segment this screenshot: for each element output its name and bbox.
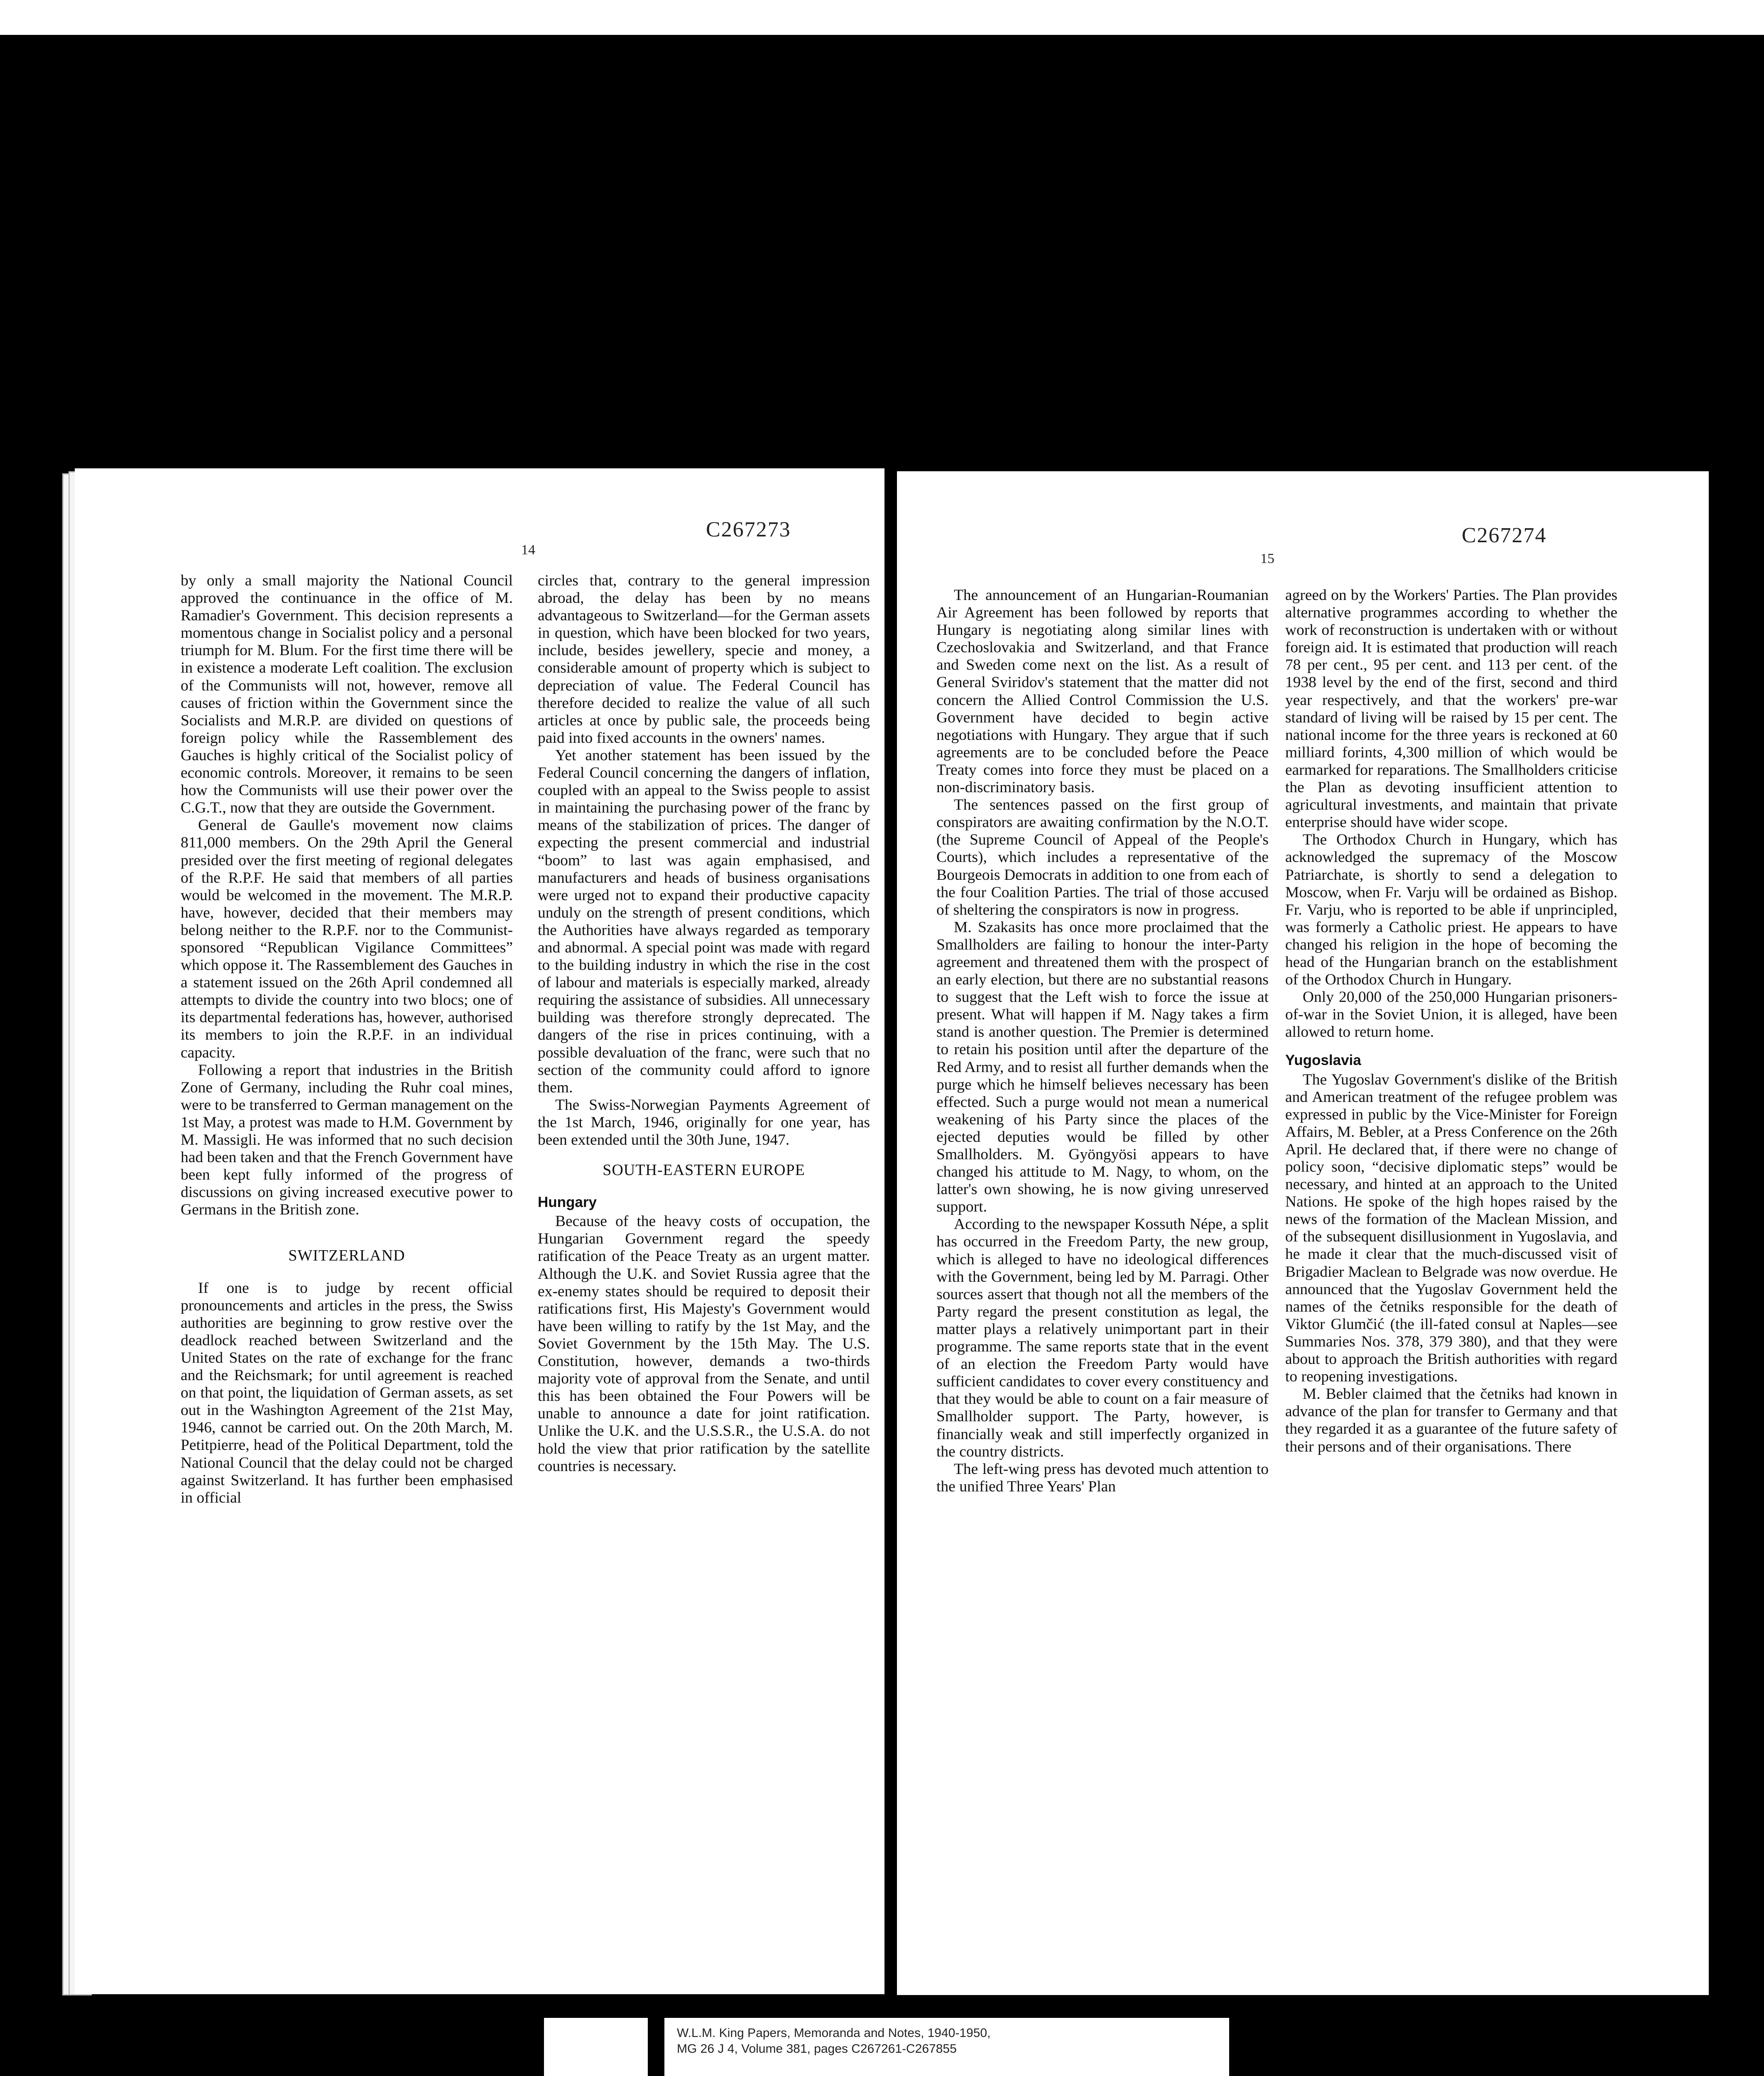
paragraph: The Orthodox Church in Hungary, which has acknowledged the supremacy of the Moscow Patriarchate, is shortly to send a delegation to Moscow, when Fr. Varju will be ordained as Bishop. Fr. Varju, who is reported to be able if unprincipled, was formerly a Catholic priest. He appears to have changed his religion in the hope of becoming the head of the Hungarian branch on the establishment of the Orthodox Church in Hungary. (1285, 831, 1617, 989)
section-heading-south-eastern-europe: SOUTH-EASTERN EUROPE (603, 1161, 805, 1179)
paragraph: circles that, contrary to the general impression abroad, the delay has been by no means advantageous to Switzerland—for the German assets in question, which have been blocked for two years, include, besides jewellery, specie and money, a considerable amount of property which is subject to depreciation of value. The Federal Council has therefore decided to realize the value of all such articles at once by public sale, the proceeds being paid into fixed accounts in the owners' names. (538, 572, 870, 747)
paragraph: Because of the heavy costs of occupation, the Hungarian Government regard the speedy ratification of the Peace Treaty as an urgent matter. Although the U.K. and Soviet Russia agree that the ex-enemy states should be required to deposit their ratifications first, His Majesty's Government would have been willing to ratify by the 1st May, and the Soviet Government by the 15th May. The U.S. Constitution, however, demands a two-thirds majority vote of approval from the Senate, and until this has been obtained the Four Powers will be unable to announce a date for joint ratification. Unlike the U.K. and the U.S.S.R., the U.S.A. do not hold the view that prior ratification by the satellite countries is necessary. (538, 1213, 870, 1475)
subheading-yugoslavia: Yugoslavia (1285, 1052, 1361, 1069)
scan-top-margin (0, 0, 1764, 35)
paragraph: Following a report that industries in the British Zone of Germany, including the Ruhr coal mines, were to be transferred to German management on the 1st May, a protest was made to H.M. Government by M. Massigli. He was informed that no such decision had been taken and that the French Government have been kept fully informed of the progress of discussions on giving increased executive power to Germans in the British zone. (181, 1061, 513, 1219)
paragraph: Yet another statement has been issued by the Federal Council concerning the dangers of inflation, coupled with an appeal to the Swiss people to assist in maintaining the purchasing power of the franc by means of the stabilization of prices. The danger of expecting the present commercial and industrial “boom” to last was again emphasised, and manufacturers and heads of business organisations were urged not to expand their productive capacity unduly on the strength of present conditions, which the Authorities have always regarded as temporary and abnormal. A special point was made with regard to the building industry in which the rise in the cost of labour and materials is especially marked, already requiring the assistance of subsidies. All unnecessary building was therefore strongly deprecated. The dangers of the rise in prices continuing, with a possible devaluation of the franc, were such that no section of the community could afford to ignore them. (538, 747, 870, 1096)
paragraph: M. Szakasits has once more proclaimed that the Smallholders are failing to honour the inter-Party agreement and threatened them with the prospect of an early election, but there are no substantial reasons to suggest that the Left wish to force the issue at present. What will happen if M. Nagy takes a firm stand is another question. The Premier is determined to retain his position until after the departure of the Red Army, and to resist all further demands when the purge which he himself believes necessary has been effected. Such a purge would not mean a numerical weakening of his Party since the places of the ejected deputies would be filled by other Smallholders. M. Gyöngyösi appears to have changed his attitude to M. Nagy, to whom, on the latter's own showing, he is now giving unreserved support. (936, 918, 1269, 1216)
left-page (75, 468, 884, 1994)
paragraph: M. Bebler claimed that the četniks had known in advance of the plan for transfer to Germany and that they regarded it as a guarantee of the future safety of their persons and of their organisations. There (1285, 1386, 1617, 1455)
paragraph: If one is to judge by recent official pronouncements and articles in the press, the Swiss authorities are beginning to grow restive over the deadlock reached between Switzerland and the United States on the rate of exchange for the franc and the Reichsmark; for until agreement is reached on that point, the liquidation of German assets, as set out in the Washington Agreement of the 21st May, 1946, cannot be carried out. On the 20th March, M. Petitpierre, head of the Political Department, told the National Council that the delay could not be charged against Switzerland. It has further been emphasised in official (181, 1279, 513, 1506)
left-column-1 (181, 572, 513, 1507)
right-column-1 (936, 587, 1269, 1496)
label-clip (648, 2018, 664, 2076)
right-column-2 (1285, 587, 1617, 1456)
section-heading-switzerland: SWITZERLAND (288, 1247, 405, 1265)
subheading-hungary: Hungary (538, 1194, 597, 1211)
paragraph: The left-wing press has devoted much attention to the unified Three Years' Plan (936, 1460, 1269, 1495)
page-number: 15 (1260, 551, 1274, 566)
left-column-2 (538, 572, 870, 1475)
paragraph: The sentences passed on the first group of conspirators are awaiting confirmation by the N.O.T. (the Supreme Council of Appeal of the People's Courts), which includes a representative of the Bourgeois Democrats in addition to one from each of the four Coalition Parties. The trial of those accused of sheltering the conspirators is now in progress. (936, 796, 1269, 918)
paragraph: The Yugoslav Government's dislike of the British and American treatment of the refugee problem was expressed in public by the Vice-Minister for Foreign Affairs, M. Bebler, at a Press Conference on the 26th April. He declared that, if there were no change of policy soon, “decisive diplomatic steps” would be necessary, and hinted at an approach to the United Nations. He spoke of the high hopes raised by the news of the formation of the Maclean Mission, and of the subsequent disillusionment in Yugoslavia, and he made it clear that the much-discussed visit of Brigadier Maclean to Belgrade was now overdue. He announced that the Yugoslav Government held the names of the četniks responsible for the death of Viktor Glumčić (the ill-fated consul at Naples—see Summaries Nos. 378, 379 380), and that they were about to approach the British authorities with regard to reopening investigations. (1285, 1071, 1617, 1386)
archive-label (544, 2018, 1229, 2076)
citation-line: MG 26 J 4, Volume 381, pages C267261-C267855 (677, 2042, 957, 2056)
page-number: 14 (521, 542, 535, 558)
paragraph: agreed on by the Workers' Parties. The Plan provides alternative programmes according to whether the work of reconstruction is undertaken with or without foreign aid. It is estimated that production will reach 78 per cent., 95 per cent. and 113 per cent. of the 1938 level by the end of the first, second and third year respectively, and that the workers' pre-war standard of living will be raised by 15 per cent. The national income for the three years is reckoned at 60 milliard forints, 4,300 million of which would be earmarked for reparations. The Smallholders criticise the Plan as devoting insufficient attention to agricultural investments, and maintain that private enterprise should have wider scope. (1285, 587, 1617, 831)
paragraph: According to the newspaper Kossuth Népe, a split has occurred in the Freedom Party, the new group, which is alleged to have no ideological differences with the Government, being led by M. Parragi. Other sources assert that though not all the members of the Party regard the present constitution as legal, the matter plays a relatively unimportant part in their programme. The same reports state that in the event of an election the Freedom Party would have sufficient candidates to cover every constituency and that they would be able to count on a fair measure of Smallholder support. The Party, however, is financially weak and still imperfectly organized in the country districts. (936, 1216, 1269, 1460)
right-page (897, 471, 1709, 1995)
document-number-stamp: C267274 (1462, 524, 1547, 547)
archive-citation (677, 2025, 1217, 2057)
paragraph: by only a small majority the National Council approved the continuance in the office of M. Ramadier's Government. This decision represents a momentous change in Socialist policy and a personal triumph for M. Blum. For the first time there will be in existence a moderate Left coalition. The exclusion of the Communists will not, however, remove all causes of friction within the Government since the Socialists and M.R.P. are divided on questions of foreign policy while the Rassemblement des Gauches is highly critical of the Socialist policy of economic controls. Moreover, it remains to be seen how the Communists will use their power over the C.G.T., now that they are outside the Government. (181, 572, 513, 817)
paragraph: General de Gaulle's movement now claims 811,000 members. On the 29th April the General presided over the first meeting of regional delegates of the R.P.F. He said that members of all parties would be welcomed in the movement. The M.R.P. have, however, decided that their members may belong neither to the R.P.F. nor to the Communist-sponsored “Republican Vigilance Committees” which oppose it. The Rassemblement des Gauches in a statement issued on the 26th April condemned all attempts to divide the country into two blocs; one of its departmental federations has, however, authorised its members to join the R.P.F. in an individual capacity. (181, 817, 513, 1061)
paragraph: Only 20,000 of the 250,000 Hungarian prisoners-of-war in the Soviet Union, it is alleged, have been allowed to return home. (1285, 989, 1617, 1041)
paragraph: The announcement of an Hungarian-Roumanian Air Agreement has been followed by reports that Hungary is negotiating along similar lines with Czechoslovakia and Switzerland, and that France and Sweden come next on the list. As a result of General Sviridov's statement that the matter did not concern the Allied Control Commission the U.S. Government have decided to begin active negotiations with Hungary. They argue that if such agreements are to be concluded before the Peace Treaty comes into force they must be placed on a non-discriminatory basis. (936, 587, 1269, 796)
paragraph: The Swiss-Norwegian Payments Agreement of the 1st March, 1946, originally for one year, has been extended until the 30th June, 1947. (538, 1096, 870, 1148)
citation-line: W.L.M. King Papers, Memoranda and Notes, 1940-1950, (677, 2026, 991, 2040)
document-number-stamp: C267273 (706, 518, 791, 541)
